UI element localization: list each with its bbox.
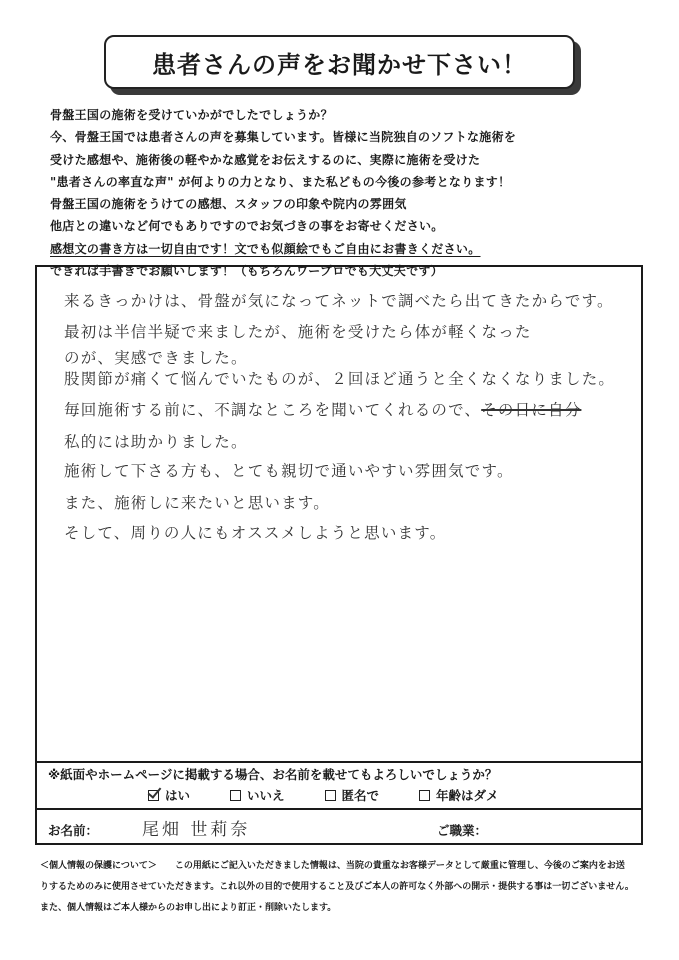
option-label: はい [165, 788, 191, 803]
consent-option-no[interactable] [230, 786, 285, 804]
option-label: 匿名で [341, 788, 380, 803]
intro-line: できれば手書きでお願いします！（もちろんワープロでも大丈夫です） [50, 264, 444, 279]
intro-line: 感想文の書き方は一切自由です！文でも似顔絵でもご自由にお書きください。 [50, 241, 481, 256]
intro-line: 骨盤王国の施術をうけての感想、スタッフの印象や院内の雰囲気 [50, 197, 407, 212]
page-title: 患者さんの声をお聞かせ下さい！ [104, 35, 575, 89]
intro-line: 今、骨盤王国では患者さんの声を募集しています。皆様に当院独自のソフトな施術を [50, 130, 517, 145]
intro-line: 受けた感想や、施術後の軽やかな感覚をお伝えするのに、実際に施術を受けた [50, 152, 481, 167]
checkbox[interactable] [325, 790, 336, 801]
intro-line: 他店との違いなど何でもありですのでお気づきの事をお寄せください。 [50, 219, 444, 234]
divider [37, 761, 641, 763]
option-label: いいえ [247, 788, 285, 803]
checkbox[interactable] [419, 790, 430, 801]
privacy-notice [40, 856, 650, 919]
consent-options [148, 786, 539, 804]
intro-line: 骨盤王国の施術を受けていかがでしたでしょうか？ [50, 108, 333, 122]
name-row [37, 810, 641, 843]
privacy-line: ＜個人情報の保護について＞ この用紙にご記入いただきました情報は、当院の貴重なお客様データとして厳重に管理し、今後のご案内をお送 [40, 861, 625, 871]
privacy-line: りするためのみに使用させていただきます。これ以外の目的で使用すること及びご本人の許可なく外部への開示・提供する事は一切ございません。 [40, 882, 634, 892]
struck-out-text: その日に自分 [481, 401, 582, 419]
handwritten-line [64, 398, 581, 420]
name-label: お名前： [48, 823, 99, 838]
consent-question: ※紙面やホームページに掲載する場合、お名前を載せてもよろしいでしょうか？ [48, 767, 498, 782]
name-field[interactable]: 尾畑 世莉奈 [142, 820, 251, 840]
handwritten-line: そして、周りの人にもオススメしようと思います。 [64, 524, 447, 542]
consent-option-no-age[interactable] [419, 786, 499, 804]
handwritten-line: のが、実感できました。 [64, 349, 248, 367]
comment-area [37, 267, 641, 762]
handwritten-line: 股関節が痛くて悩んでいたものが、２回ほど通うと全くなくなりました。 [64, 370, 616, 388]
handwritten-line: また、施術しに来たいと思います。 [64, 494, 330, 512]
checkbox-checked[interactable] [148, 790, 159, 801]
handwritten-line: 来るきっかけは、骨盤が気になってネットで調べたら出てきたからです。 [64, 292, 614, 310]
consent-option-yes[interactable] [148, 786, 190, 804]
handwritten-line: 私的には助かりました。 [64, 433, 248, 451]
consent-option-anonymous[interactable] [325, 786, 380, 804]
handwritten-line: 最初は半信半疑で来ましたが、施術を受けたら体が軽くなった [64, 323, 532, 341]
handwritten-line: 施術して下さる方も、とても親切で通いやすい雰囲気です。 [64, 462, 514, 480]
occupation-label: ご職業： [437, 823, 488, 838]
option-label: 年齢はダメ [436, 788, 499, 803]
privacy-line: また、個人情報はご本人様からのお申し出により訂正・削除いたします。 [40, 903, 337, 913]
intro-text [50, 104, 650, 282]
intro-line: "患者さんの率直な声" が何よりの力となり、また私どもの今後の参考となります！ [50, 174, 511, 189]
handwritten-text: 毎回施術する前に、不調なところを聞いてくれるので、 [64, 401, 482, 419]
checkbox[interactable] [230, 790, 241, 801]
